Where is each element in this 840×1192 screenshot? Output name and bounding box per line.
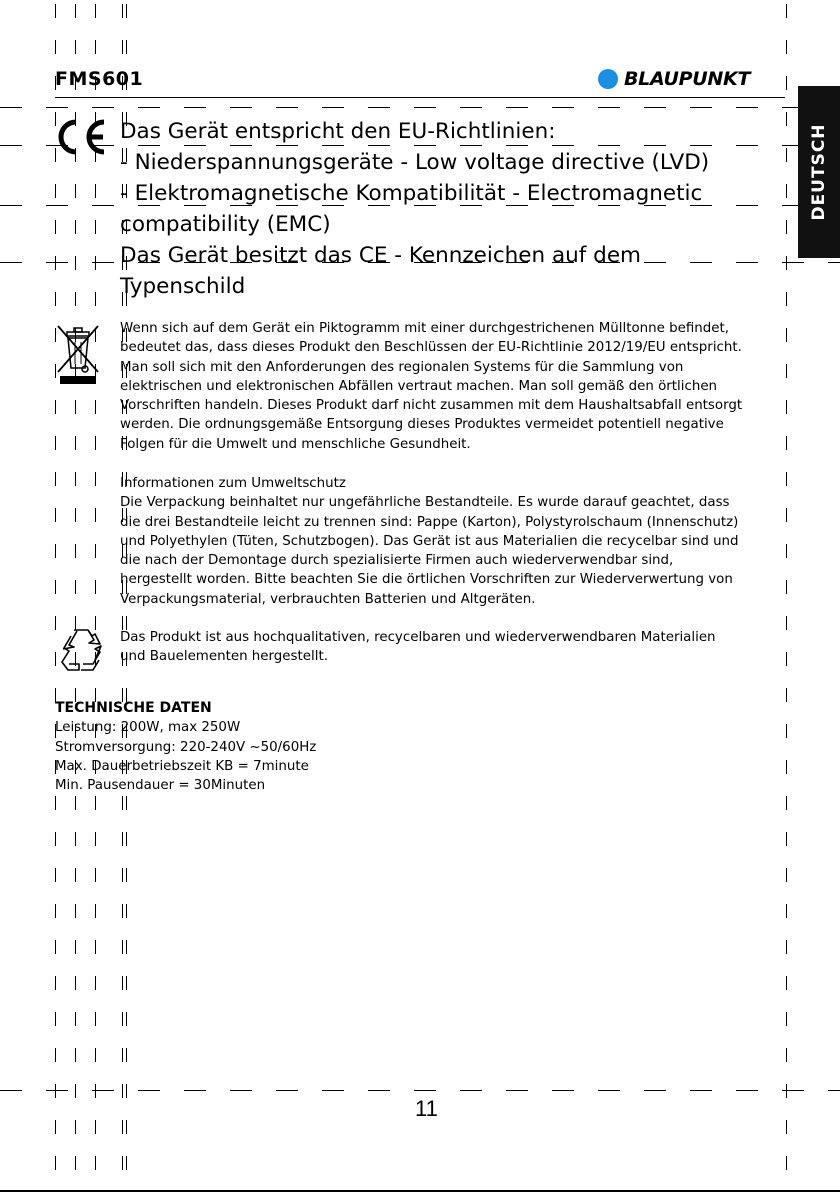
crop-mark — [55, 220, 56, 234]
crop-mark — [55, 1156, 56, 1170]
crop-mark — [126, 868, 127, 882]
crop-mark — [230, 1090, 252, 1091]
technical-data-line: Min. Pausendauer = 30Minuten — [55, 778, 266, 794]
language-tab-label: DEUTSCH — [809, 123, 829, 221]
environment-line: und Polyethylen (Tüten, Schutzbogen). Das Gerät ist aus Materialien die recycelbar sind und — [120, 533, 739, 549]
environment-line: Die Verpackung beinhaltet nur ungefährliche Bestandteile. Es wurde darauf geachtet, dass — [120, 495, 730, 511]
crop-mark — [122, 1120, 123, 1134]
weee-line: bedeutet das, dass dieses Produkt den Beschlüssen der EU-Richtlinie 2012/19/EU entspricht. — [120, 340, 742, 356]
crop-mark — [75, 292, 76, 306]
crop-mark — [75, 256, 76, 270]
crop-mark — [276, 107, 298, 108]
crop-mark — [95, 400, 96, 414]
crop-mark — [126, 1156, 127, 1170]
crop-mark — [55, 580, 56, 594]
crop-mark — [122, 904, 123, 918]
crop-mark — [46, 262, 68, 263]
crop-mark — [75, 472, 76, 486]
crop-mark — [55, 544, 56, 558]
crop-mark — [368, 1090, 390, 1091]
brand-logo — [598, 68, 750, 90]
crop-mark — [126, 1012, 127, 1026]
crop-mark — [46, 205, 68, 206]
crop-mark — [55, 1012, 56, 1026]
crop-mark — [322, 107, 344, 108]
crop-mark — [55, 184, 56, 198]
crop-mark — [786, 832, 787, 846]
crop-mark — [786, 1048, 787, 1062]
crop-mark — [122, 976, 123, 990]
crop-mark — [786, 940, 787, 954]
crop-mark — [46, 1090, 68, 1091]
technical-data-title: TECHNISCHE DATEN — [55, 700, 212, 716]
recycling-info — [120, 628, 716, 667]
crop-mark — [122, 4, 123, 18]
crop-mark — [46, 107, 68, 108]
crop-mark — [506, 1090, 528, 1091]
crop-mark — [55, 400, 56, 414]
crop-mark — [786, 76, 787, 90]
technical-data-line: Stromversorgung: 220-240V ~50/60Hz — [55, 739, 317, 755]
crop-mark — [55, 868, 56, 882]
crop-mark — [782, 1090, 804, 1091]
weee-line: Vorschriften handeln. Dieses Produkt darf nicht zusammen mit dem Haushaltsabfall entsorgt — [120, 398, 743, 414]
crop-mark — [0, 145, 22, 146]
crop-mark — [276, 1090, 298, 1091]
crop-mark — [598, 1090, 620, 1091]
crop-mark — [786, 436, 787, 450]
crop-mark — [55, 1084, 56, 1098]
crop-mark — [95, 940, 96, 954]
crop-mark — [95, 904, 96, 918]
crop-mark — [75, 40, 76, 54]
crop-mark — [95, 580, 96, 594]
crop-mark — [55, 4, 56, 18]
crop-mark — [95, 1084, 96, 1098]
crop-mark — [0, 205, 22, 206]
technical-data-line: Leistung: 200W, max 250W — [55, 720, 241, 736]
crop-mark — [95, 472, 96, 486]
crop-mark — [414, 1090, 436, 1091]
crossed-bin-icon — [56, 322, 102, 386]
crop-mark — [55, 472, 56, 486]
crop-mark — [95, 220, 96, 234]
crop-mark — [95, 1156, 96, 1170]
crop-mark — [55, 256, 56, 270]
ce-line: Typenschild — [120, 274, 246, 299]
crop-mark — [55, 292, 56, 306]
crop-mark — [786, 652, 787, 666]
crop-mark — [126, 4, 127, 18]
ce-line: Das Gerät besitzt das CE - Kennzeichen auf dem — [120, 243, 641, 268]
crop-mark — [75, 4, 76, 18]
crop-mark — [126, 40, 127, 54]
crop-mark — [368, 107, 390, 108]
crop-mark — [55, 940, 56, 954]
crop-mark — [75, 940, 76, 954]
crop-mark — [75, 976, 76, 990]
crop-mark — [786, 688, 787, 702]
crop-mark — [736, 107, 758, 108]
crop-mark — [828, 262, 840, 263]
crop-mark — [55, 904, 56, 918]
crop-mark — [92, 107, 114, 108]
crop-mark — [0, 1090, 22, 1091]
crop-mark — [786, 1012, 787, 1026]
crop-mark — [786, 760, 787, 774]
crop-mark — [55, 1120, 56, 1134]
brand-dot-icon — [598, 69, 618, 89]
crop-mark — [122, 40, 123, 54]
crop-mark — [690, 1090, 712, 1091]
crop-mark — [122, 832, 123, 846]
crop-mark — [55, 832, 56, 846]
ce-line: compatibility (EMC) — [120, 212, 331, 237]
crop-mark — [322, 1090, 344, 1091]
crop-mark — [95, 868, 96, 882]
ce-line: - Niederspannungsgeräte - Low voltage directive (LVD) — [120, 150, 710, 175]
weee-line: Man soll sich mit den Anforderungen des regionalen Systems für die Sammlung von — [120, 359, 684, 375]
crop-mark — [75, 400, 76, 414]
crop-mark — [75, 1156, 76, 1170]
crop-mark — [122, 868, 123, 882]
crop-mark — [95, 256, 96, 270]
crop-mark — [0, 262, 22, 263]
crop-mark — [786, 1084, 787, 1098]
crop-mark — [55, 508, 56, 522]
ce-mark-icon — [54, 118, 108, 156]
crop-mark — [95, 184, 96, 198]
environment-line: Verpackungsmaterial, verbrauchten Batterien und Altgeräten. — [120, 591, 536, 607]
crop-mark — [786, 616, 787, 630]
crop-mark — [786, 364, 787, 378]
crop-mark — [95, 436, 96, 450]
crop-mark — [644, 1090, 666, 1091]
crop-mark — [122, 1048, 123, 1062]
recycling-line: Das Produkt ist aus hochqualitativen, recycelbaren und wiederverwendbaren Materialien — [120, 630, 716, 645]
crop-mark — [95, 544, 96, 558]
crop-mark — [122, 1084, 123, 1098]
environment-line: die nach der Demontage durch spezialisierte Firmen auch wiederverwendbar sind, — [120, 553, 674, 569]
ce-declaration — [120, 116, 790, 302]
crop-mark — [55, 652, 56, 666]
crop-mark — [95, 508, 96, 522]
crop-mark — [126, 832, 127, 846]
crop-mark — [126, 940, 127, 954]
crop-mark — [786, 724, 787, 738]
crop-mark — [786, 472, 787, 486]
crop-mark — [92, 262, 114, 263]
crop-mark — [75, 1084, 76, 1098]
crop-mark — [75, 220, 76, 234]
weee-line: Folgen für die Umwelt und menschliche Gesundheit. — [120, 436, 471, 452]
crop-mark — [75, 868, 76, 882]
crop-mark — [55, 796, 56, 810]
crop-mark — [184, 107, 206, 108]
crop-mark — [786, 904, 787, 918]
crop-mark — [55, 40, 56, 54]
crop-mark — [460, 1090, 482, 1091]
crop-mark — [75, 580, 76, 594]
crop-mark — [126, 796, 127, 810]
crop-mark — [786, 40, 787, 54]
crop-mark — [75, 796, 76, 810]
crop-mark — [126, 1120, 127, 1134]
crop-mark — [506, 107, 528, 108]
crop-mark — [92, 1090, 114, 1091]
crop-mark — [786, 976, 787, 990]
crop-mark — [122, 1156, 123, 1170]
brand-name: BLAUPUNKT — [624, 68, 751, 90]
crop-mark — [786, 1156, 787, 1170]
crop-mark — [95, 832, 96, 846]
crop-mark — [122, 940, 123, 954]
crop-mark — [55, 436, 56, 450]
recycling-line: und Bauelementen hergestellt. — [120, 649, 328, 665]
crop-mark — [828, 1090, 840, 1091]
header-rule — [55, 97, 785, 98]
crop-mark — [552, 1090, 574, 1091]
crop-mark — [786, 868, 787, 882]
crop-mark — [55, 1048, 56, 1062]
weee-line: werden. Die ordnungsgemäße Entsorgung dieses Produktes vermeidet potentiell negative — [120, 417, 724, 433]
crop-mark — [786, 580, 787, 594]
crop-mark — [95, 976, 96, 990]
ce-line: - Elektromagnetische Kompatibilität - Electromagnetic — [120, 181, 703, 206]
crop-mark — [55, 616, 56, 630]
crop-mark — [786, 796, 787, 810]
crop-mark — [0, 107, 22, 108]
crop-mark — [736, 1090, 758, 1091]
crop-mark — [126, 1084, 127, 1098]
recycling-icon — [57, 626, 105, 672]
crop-mark — [75, 184, 76, 198]
crop-mark — [95, 796, 96, 810]
technical-data — [55, 699, 316, 795]
technical-data-line: Max. Dauerbetriebszeit KB = 7minute — [55, 758, 309, 774]
crop-mark — [786, 4, 787, 18]
crop-mark — [95, 292, 96, 306]
crop-mark — [414, 107, 436, 108]
environment-title: Informationen zum Umweltschutz — [120, 476, 346, 491]
crop-mark — [138, 107, 160, 108]
crop-mark — [122, 796, 123, 810]
crop-mark — [126, 1048, 127, 1062]
crop-mark — [75, 1012, 76, 1026]
crop-mark — [75, 1120, 76, 1134]
crop-mark — [92, 205, 114, 206]
crop-mark — [786, 508, 787, 522]
language-tab — [798, 86, 840, 258]
weee-notice — [120, 319, 742, 454]
crop-mark — [690, 107, 712, 108]
weee-line: Wenn sich auf dem Gerät ein Piktogramm mit einer durchgestrichenen Mülltonne befindet, — [120, 321, 730, 336]
crop-mark — [122, 1012, 123, 1026]
crop-mark — [75, 508, 76, 522]
weee-line: elektrischen und elektronischen Abfällen vertraut machen. Man soll gemäß den örtlichen — [120, 378, 718, 394]
crop-mark — [95, 1048, 96, 1062]
crop-mark — [786, 400, 787, 414]
crop-mark — [75, 544, 76, 558]
crop-mark — [460, 107, 482, 108]
crop-mark — [75, 1048, 76, 1062]
crop-mark — [230, 107, 252, 108]
environment-line: hergestellt worden. Bitte beachten Sie die örtlichen Vorschriften zur Wiederverwertung von — [120, 572, 733, 588]
crop-mark — [786, 1120, 787, 1134]
crop-mark — [95, 40, 96, 54]
crop-mark — [126, 976, 127, 990]
model-number: FMS601 — [55, 68, 144, 90]
crop-mark — [75, 436, 76, 450]
ce-line: Das Gerät entspricht den EU-Richtlinien: — [120, 119, 556, 144]
crop-mark — [95, 1120, 96, 1134]
crop-mark — [126, 904, 127, 918]
environment-line: die drei Bestandteile leicht zu trennen sind: Pappe (Karton), Polystyrolschaum (Innenschutz) — [120, 514, 739, 530]
page-number: 11 — [415, 1096, 438, 1121]
crop-mark — [75, 832, 76, 846]
crop-mark — [644, 107, 666, 108]
crop-mark — [95, 4, 96, 18]
crop-mark — [552, 107, 574, 108]
crop-mark — [75, 904, 76, 918]
crop-mark — [184, 1090, 206, 1091]
crop-mark — [95, 1012, 96, 1026]
crop-mark — [598, 107, 620, 108]
crop-mark — [786, 544, 787, 558]
environment-info — [120, 474, 739, 609]
crop-mark — [786, 328, 787, 342]
crop-mark — [138, 1090, 160, 1091]
crop-mark — [55, 976, 56, 990]
